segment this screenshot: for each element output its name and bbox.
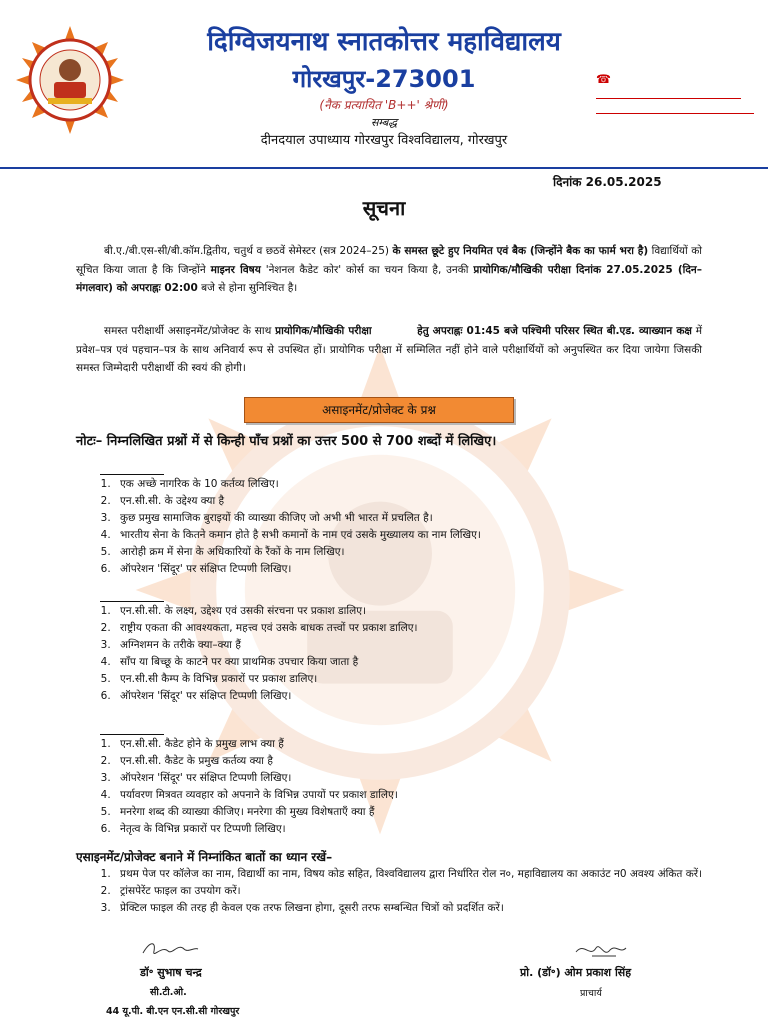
para1-text-b: विद्यार्थियों को सूचित किया जाता है कि जिन्होंने xyxy=(76,245,702,276)
question-item: 6. ऑपरेशन 'सिंदूर' पर संक्षिप्त टिप्पणी लिखिए। xyxy=(114,561,704,578)
instruction-item: 1. प्रथम पेज पर कॉलेज का नाम, विद्यार्थी का नाम, विषय कोड सहित, विश्वविद्यालय द्वारा निर्धारित रोल न०, महाविद्यालय का अकाउंट न0 अवश्य अंकित करें। xyxy=(114,866,704,883)
question-item: 2. एन.सी.सी. के उद्देश्य क्या है xyxy=(114,493,704,510)
question-item: 5. एन.सी.सी कैम्प के विभिन्न प्रकारों पर प्रकाश डालिए। xyxy=(114,671,704,688)
para1-bold-c: प्रायोगिक/मौखिकी परीक्षा दिनांक 27.05.2025 (दिन–मंगलवार) को अपराह्नः 02:00 xyxy=(76,263,702,294)
signatory-right-designation: प्राचार्य xyxy=(580,988,602,999)
question-item: 5. आरोही क्रम में सेना के अधिकारियों के रैंकों के नाम लिखिए। xyxy=(114,544,704,561)
para2-bold-b: हेतु अपराह्नः 01:45 बजे पश्चिमी परिसर स्थित बी.एड. व्याख्यान कक्ष xyxy=(417,325,692,337)
question-group-2 xyxy=(96,603,704,705)
question-item: 6. नेतृत्व के विभिन्न प्रकारों पर टिप्पणी लिखिए। xyxy=(114,821,704,838)
question-item: 1. एन.सी.सी. के लक्ष्य, उद्देश्य एवं उसकी संरचना पर प्रकाश डालिए। xyxy=(114,603,704,620)
notice-paragraph-2 xyxy=(76,322,702,378)
para1-text-a: बी.ए./बी.एस-सी/बी.कॉम.द्वितीय, चतुर्थ व छठवें सेमेस्टर (सत्र 2024–25) xyxy=(104,245,393,257)
group-3-underline xyxy=(100,734,164,735)
para2-text-a: समस्त परीक्षार्थी असाइनमेंट/प्रोजेक्ट के साथ xyxy=(104,325,276,337)
notice-title: सूचना xyxy=(362,196,406,220)
question-item: 4. पर्यावरण मित्रवत व्यवहार को अपनाने के विभिन्न उपायों पर प्रकाश डालिए। xyxy=(114,787,704,804)
fax-line xyxy=(596,113,754,114)
para1-text-d: बजे से होना सुनिश्चित है। xyxy=(197,282,298,294)
question-item: 1. एन.सी.सी. कैडेट होने के प्रमुख लाभ क्या हैं xyxy=(114,736,704,753)
college-city-pin: गोरखपुर-273001 xyxy=(292,65,476,93)
university-name: दीनदयाल उपाध्याय गोरखपुर विश्वविद्यालय, गोरखपुर xyxy=(260,133,508,148)
notice-date: दिनांक 26.05.2025 xyxy=(553,175,662,189)
signatory-right-name: प्रो. (डॉ॰) ओम प्रकाश सिंह xyxy=(520,966,632,979)
assignment-banner: असाइनमेंट/प्रोजेक्ट के प्रश्न xyxy=(244,397,514,423)
para1-bold-b: माइनर विषय xyxy=(210,263,261,276)
question-item: 3. कुछ प्रमुख सामाजिक बुराइयों की व्याख्या कीजिए जो अभी भी भारत में प्रचलित है। xyxy=(114,510,704,527)
signature-right xyxy=(572,940,628,962)
question-item: 1. एक अच्छे नागरिक के 10 कर्तव्य लिखिए। xyxy=(114,476,704,493)
assignment-note: नोटः– निम्नलिखित प्रश्नों में से किन्ही पाँच प्रश्नों का उत्तर 500 से 700 शब्दों में लिखिए। xyxy=(76,434,497,449)
naac-grade: (नैक प्रत्यायित 'B++' श्रेणी) xyxy=(319,98,449,112)
instruction-item: 2. ट्रांसपेरेंट फाइल का उपयोग करें। xyxy=(114,883,704,900)
para2-bold-a: प्रायोगिक/मौखिकी परीक्षा xyxy=(275,325,372,337)
question-group-3 xyxy=(96,736,704,838)
instructions-title: एसाइनमेंट/प्रोजेक्ट बनाने में निम्नांकित बातों का ध्यान रखें– xyxy=(76,850,333,864)
signatory-left-name: डॉ॰ सुभाष चन्द्र xyxy=(140,966,202,979)
para1-text-c: 'नेशनल कैडेट कोर' कोर्स का चयन किया है, उनकी xyxy=(260,263,474,276)
phone-icon: ☎ xyxy=(596,72,611,86)
signatory-left-designation: सी.टी.ओ. xyxy=(150,987,187,998)
para1-bold-a: के समस्त छूटे हुए नियमित एवं बैक (जिन्होंने बैक का फार्म भरा है) xyxy=(392,245,649,257)
question-item: 3. ऑपरेशन 'सिंदूर' पर संक्षिप्त टिप्पणी लिखिए। xyxy=(114,770,704,787)
phone-line xyxy=(596,98,741,99)
group-1-underline xyxy=(100,474,164,475)
question-item: 3. अग्निशमन के तरीके क्या–क्या हैं xyxy=(114,637,704,654)
instructions-list xyxy=(96,866,704,917)
question-group-1 xyxy=(96,476,704,578)
question-item: 4. भारतीय सेना के कितने कमान होते है सभी कमानों के नाम एवं उसके मुख्यालय का नाम लिखिए। xyxy=(114,527,704,544)
signature-left xyxy=(140,937,200,961)
header-divider xyxy=(0,167,768,169)
question-item: 5. मनरेगा शब्द की व्याख्या कीजिए। मनरेगा की मुख्य विशेषताएँ क्या हैं xyxy=(114,804,704,821)
question-item: 2. एन.सी.सी. कैडेट के प्रमुख कर्तव्य क्या है xyxy=(114,753,704,770)
signatory-left-unit: 44 यू.पी. बी.एन एन.सी.सी गोरखपुर xyxy=(106,1006,240,1017)
notice-paragraph-1 xyxy=(76,242,702,298)
group-2-underline xyxy=(100,601,164,602)
affiliated-label: सम्बद्ध xyxy=(370,116,398,129)
question-item: 2. राष्ट्रीय एकता की आवश्यकता, महत्त्व एवं उसके बाधक तत्त्वों पर प्रकाश डालिए। xyxy=(114,620,704,637)
question-item: 6. ऑपरेशन 'सिंदूर' पर संक्षिप्त टिप्पणी लिखिए। xyxy=(114,688,704,705)
instruction-item: 3. प्रेक्टिल फाइल की तरह ही केवल एक तरफ लिखना होगा, दूसरी तरफ सम्बन्धित चित्रों को प्रदर्शित करें। xyxy=(114,900,704,917)
question-item: 4. साँप या बिच्छू के काटने पर क्या प्राथमिक उपचार किया जाता है xyxy=(114,654,704,671)
para2-text-b: में प्रवेश–पत्र एवं पहचान–पत्र के साथ अनिवार्य रूप से उपस्थित हों। प्रायोगिक परीक्षा में सम्मिलित नहीं होने वाले परीक्षार्थियों को अनुपस्थित कर दिया जायेगा जिसकी समस्त जिम्मेदारी परीक्षार्थी की स्वयं की होगी। xyxy=(76,325,702,374)
college-name: दिग्विजयनाथ स्नातकोत्तर महाविद्यालय xyxy=(207,27,561,57)
